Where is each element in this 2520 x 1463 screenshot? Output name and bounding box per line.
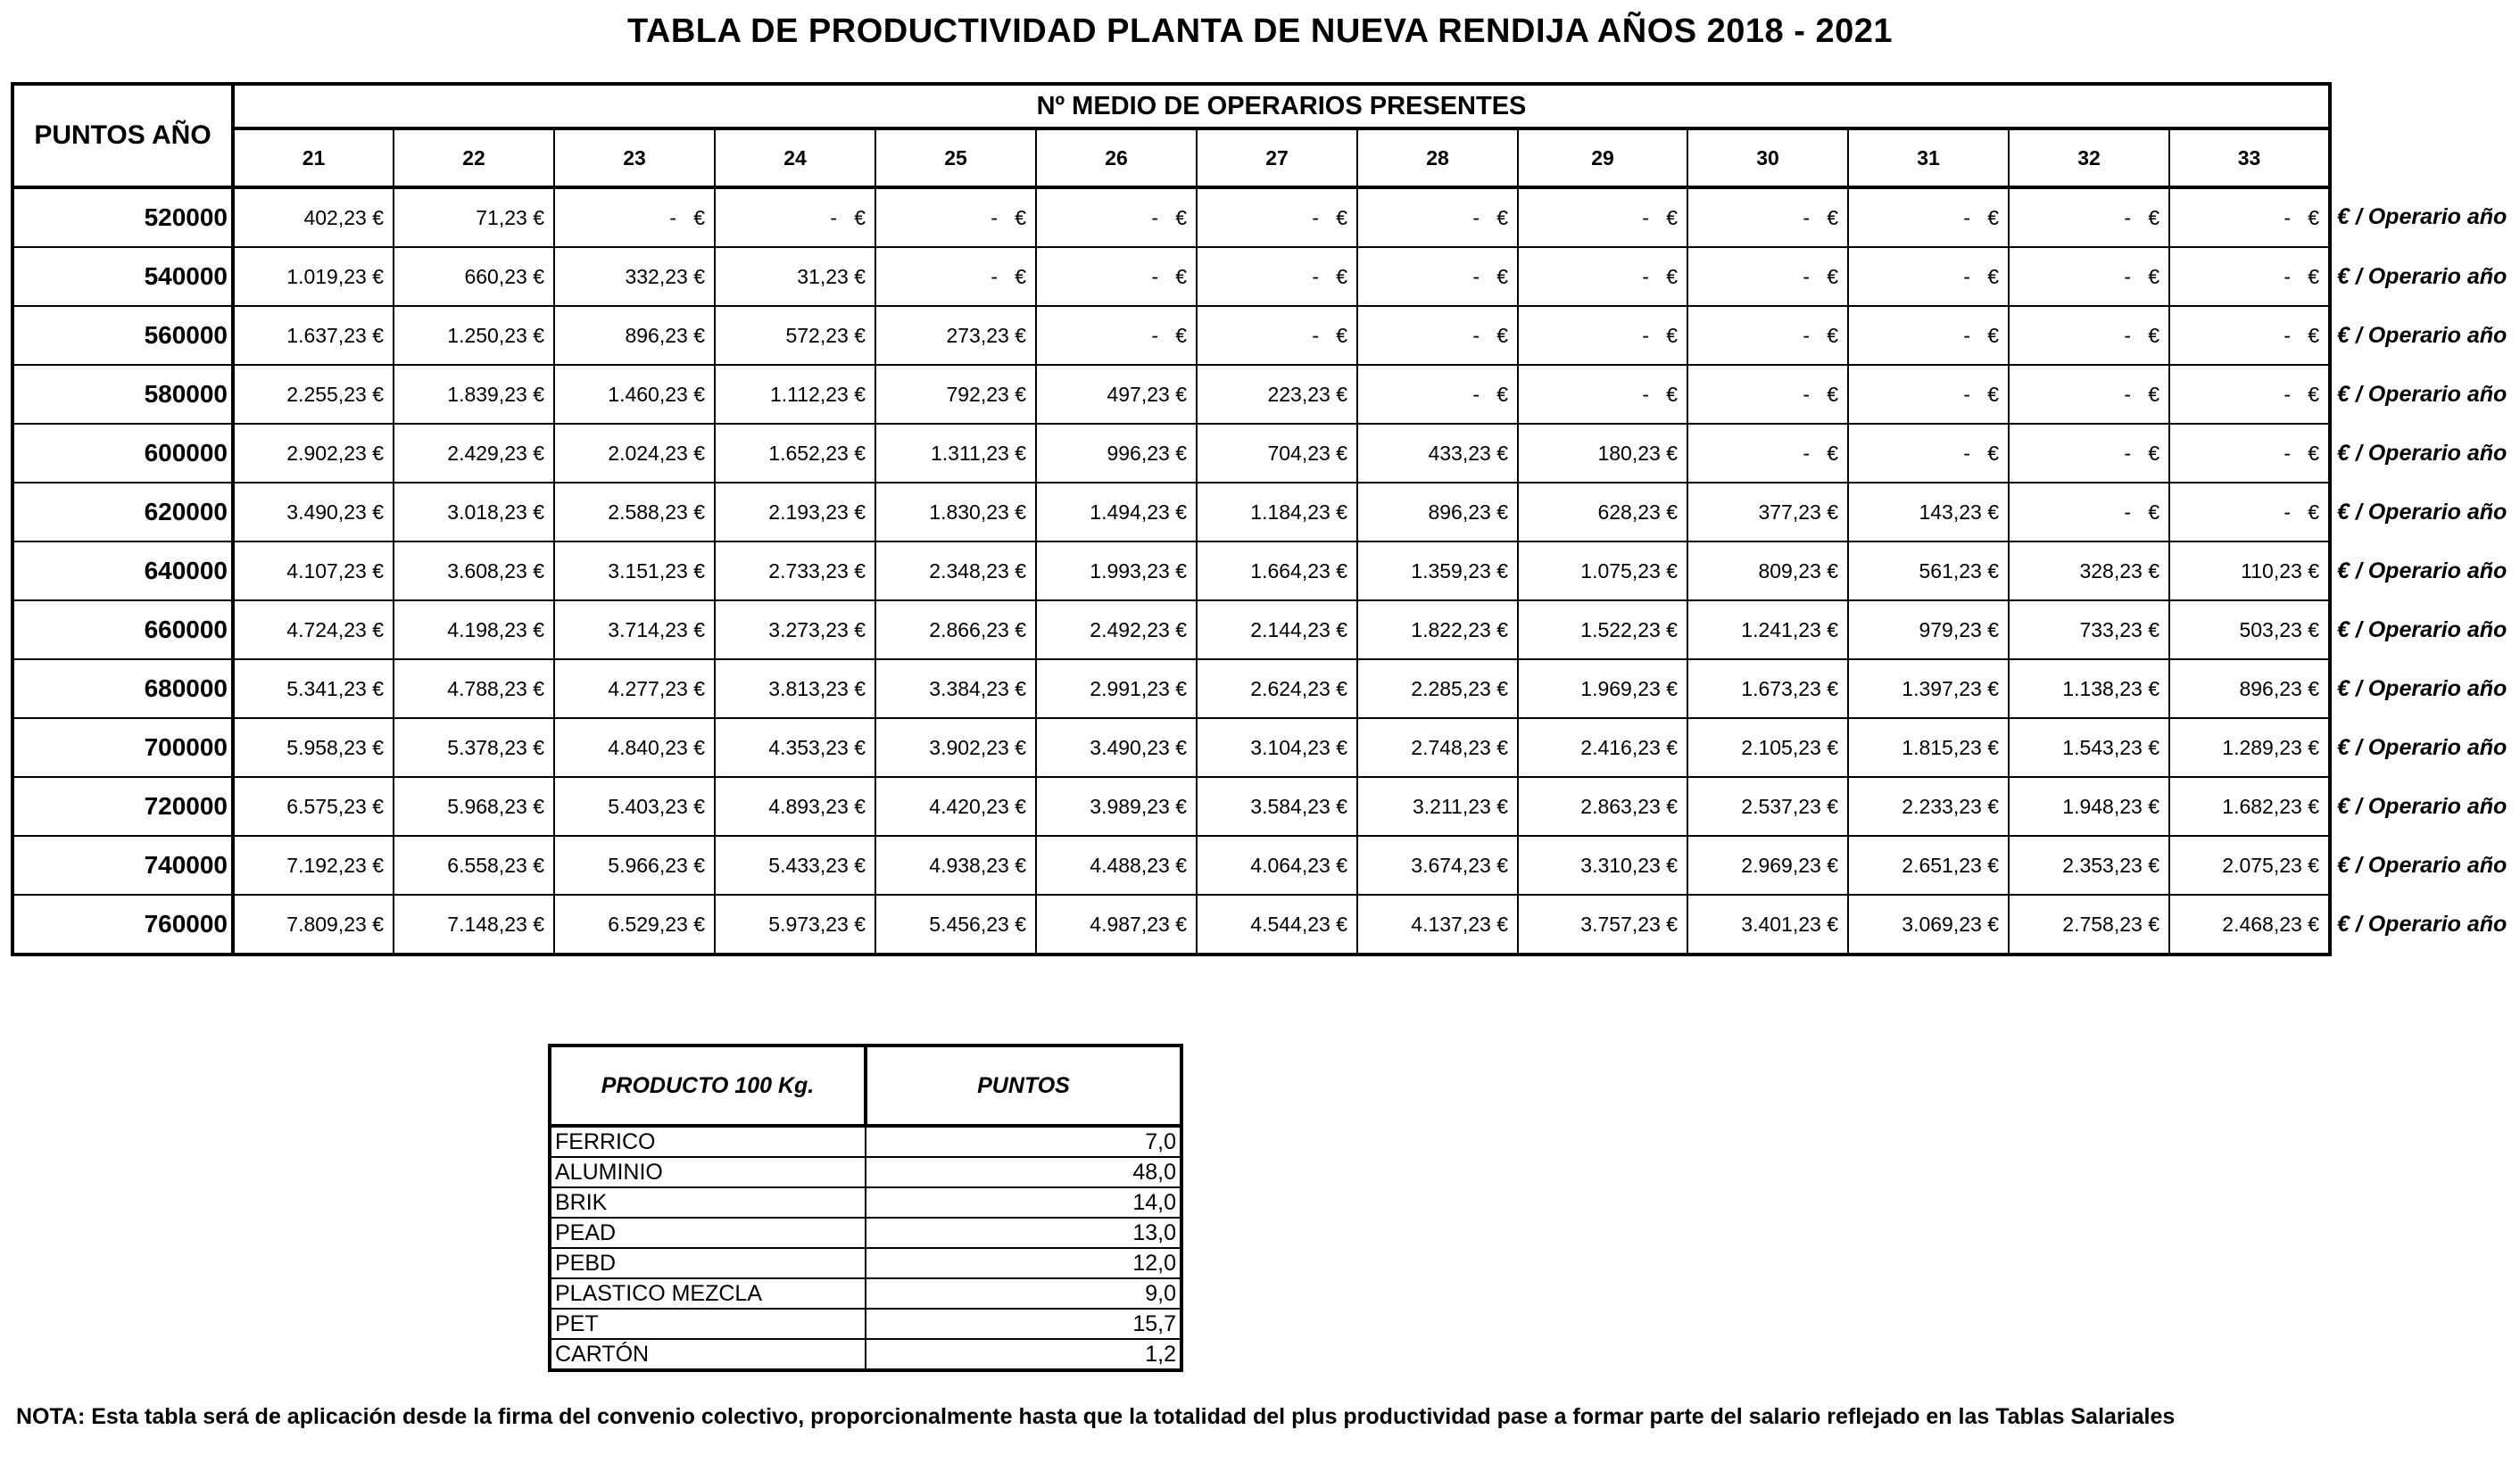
- productivity-table: [11, 82, 2519, 956]
- table-cell: 3.714,23 €: [554, 600, 715, 659]
- table-cell: - €: [2009, 247, 2169, 306]
- table-cell: 2.193,23 €: [715, 483, 875, 541]
- column-header: 33: [2169, 128, 2330, 187]
- table-cell: 3.584,23 €: [1197, 777, 1357, 836]
- group-header: Nº MEDIO DE OPERARIOS PRESENTES: [233, 84, 2330, 128]
- table-cell: - €: [1197, 187, 1357, 247]
- table-row: [12, 365, 2517, 424]
- table-cell: 4.840,23 €: [554, 718, 715, 777]
- table-cell: 996,23 €: [1036, 424, 1197, 483]
- table-cell: 5.958,23 €: [233, 718, 394, 777]
- table-cell: 1.019,23 €: [233, 247, 394, 306]
- table-cell: - €: [1518, 247, 1687, 306]
- table-cell: 2.144,23 €: [1197, 600, 1357, 659]
- column-header: 22: [394, 128, 554, 187]
- row-points: 680000: [12, 659, 233, 718]
- table-cell: 1.075,23 €: [1518, 541, 1687, 600]
- table-cell: 1.250,23 €: [394, 306, 554, 365]
- table-cell: 2.353,23 €: [2009, 836, 2169, 895]
- product-name: PET: [550, 1309, 866, 1339]
- table-cell: - €: [1518, 187, 1687, 247]
- table-cell: - €: [1036, 306, 1197, 365]
- table-cell: 792,23 €: [875, 365, 1036, 424]
- table-cell: 3.104,23 €: [1197, 718, 1357, 777]
- product-points: 1,2: [866, 1339, 1181, 1370]
- unit-label: € / Operario año: [2337, 322, 2508, 348]
- table-cell: 3.310,23 €: [1518, 836, 1687, 895]
- table-cell: 110,23 €: [2169, 541, 2330, 600]
- table-cell: 4.788,23 €: [394, 659, 554, 718]
- table-cell: - €: [875, 187, 1036, 247]
- table-cell: 332,23 €: [554, 247, 715, 306]
- table-cell: 5.378,23 €: [394, 718, 554, 777]
- table-cell: 1.664,23 €: [1197, 541, 1357, 600]
- row-points: 700000: [12, 718, 233, 777]
- unit-label: € / Operario año: [2337, 793, 2508, 819]
- footnote: NOTA: Esta tabla será de aplicación desde la firma del convenio colectivo, proporcionalmente hasta que la totalidad del plus productividad pase a formar parte del salario reflejado en las Tablas Salariales: [16, 1404, 2176, 1429]
- table-cell: 5.968,23 €: [394, 777, 554, 836]
- row-points: 580000: [12, 365, 233, 424]
- table-cell: 3.490,23 €: [1036, 718, 1197, 777]
- table-cell: 1.138,23 €: [2009, 659, 2169, 718]
- table-cell: 4.724,23 €: [233, 600, 394, 659]
- row-points: 640000: [12, 541, 233, 600]
- table-cell: 704,23 €: [1197, 424, 1357, 483]
- table-cell: 733,23 €: [2009, 600, 2169, 659]
- table-cell: - €: [1687, 247, 1848, 306]
- table-cell: 6.575,23 €: [233, 777, 394, 836]
- table-cell: 2.024,23 €: [554, 424, 715, 483]
- table-cell: 2.863,23 €: [1518, 777, 1687, 836]
- column-header-row: [12, 128, 2517, 187]
- product-name: PEAD: [550, 1218, 866, 1248]
- table-cell: 503,23 €: [2169, 600, 2330, 659]
- table-cell: 1.652,23 €: [715, 424, 875, 483]
- table-cell: 433,23 €: [1357, 424, 1518, 483]
- unit-label: € / Operario año: [2337, 204, 2508, 229]
- table-cell: - €: [1197, 247, 1357, 306]
- row-points: 740000: [12, 836, 233, 895]
- table-cell: - €: [1687, 365, 1848, 424]
- table-cell: 3.069,23 €: [1848, 895, 2009, 955]
- table-cell: 2.866,23 €: [875, 600, 1036, 659]
- table-cell: 3.273,23 €: [715, 600, 875, 659]
- product-points: 12,0: [866, 1248, 1181, 1278]
- table-cell: 3.674,23 €: [1357, 836, 1518, 895]
- table-cell: 3.151,23 €: [554, 541, 715, 600]
- table-cell: 3.902,23 €: [875, 718, 1036, 777]
- product-points: 9,0: [866, 1278, 1181, 1309]
- table-cell: 1.359,23 €: [1357, 541, 1518, 600]
- product-row: [550, 1157, 1181, 1187]
- table-row: [12, 424, 2517, 483]
- table-cell: 3.608,23 €: [394, 541, 554, 600]
- product-row: [550, 1218, 1181, 1248]
- table-cell: 377,23 €: [1687, 483, 1848, 541]
- table-cell: - €: [1848, 306, 2009, 365]
- table-row: [12, 659, 2517, 718]
- unit-label: € / Operario año: [2337, 616, 2508, 642]
- column-header: 28: [1357, 128, 1518, 187]
- product-row: [550, 1339, 1181, 1370]
- product-name: PEBD: [550, 1248, 866, 1278]
- column-header: 25: [875, 128, 1036, 187]
- table-cell: 6.558,23 €: [394, 836, 554, 895]
- table-cell: 4.987,23 €: [1036, 895, 1197, 955]
- table-cell: 1.815,23 €: [1848, 718, 2009, 777]
- table-cell: 1.830,23 €: [875, 483, 1036, 541]
- table-cell: 7.192,23 €: [233, 836, 394, 895]
- table-cell: 4.938,23 €: [875, 836, 1036, 895]
- table-cell: 2.969,23 €: [1687, 836, 1848, 895]
- table-cell: 1.311,23 €: [875, 424, 1036, 483]
- table-cell: - €: [1518, 306, 1687, 365]
- column-header: 27: [1197, 128, 1357, 187]
- table-cell: - €: [554, 187, 715, 247]
- table-cell: - €: [1687, 187, 1848, 247]
- table-cell: 180,23 €: [1518, 424, 1687, 483]
- page-title: TABLA DE PRODUCTIVIDAD PLANTA DE NUEVA RENDIJA AÑOS 2018 - 2021: [627, 12, 1893, 50]
- table-cell: 1.522,23 €: [1518, 600, 1687, 659]
- product-row: [550, 1126, 1181, 1157]
- table-row: [12, 600, 2517, 659]
- table-cell: 6.529,23 €: [554, 895, 715, 955]
- table-cell: 2.733,23 €: [715, 541, 875, 600]
- row-points: 720000: [12, 777, 233, 836]
- table-cell: - €: [715, 187, 875, 247]
- table-cell: 1.460,23 €: [554, 365, 715, 424]
- table-cell: 1.112,23 €: [715, 365, 875, 424]
- products-table: [548, 1044, 1183, 1372]
- table-cell: 1.673,23 €: [1687, 659, 1848, 718]
- table-cell: 5.433,23 €: [715, 836, 875, 895]
- table-cell: - €: [1848, 365, 2009, 424]
- table-row: [12, 187, 2517, 247]
- column-header: 32: [2009, 128, 2169, 187]
- table-cell: - €: [1848, 187, 2009, 247]
- table-cell: 5.456,23 €: [875, 895, 1036, 955]
- table-cell: 4.893,23 €: [715, 777, 875, 836]
- table-cell: - €: [2009, 306, 2169, 365]
- unit-label: € / Operario año: [2337, 263, 2508, 289]
- table-cell: 4.107,23 €: [233, 541, 394, 600]
- table-cell: 2.651,23 €: [1848, 836, 2009, 895]
- product-header: PRODUCTO 100 Kg.: [550, 1046, 866, 1126]
- table-cell: 2.748,23 €: [1357, 718, 1518, 777]
- table-cell: 628,23 €: [1518, 483, 1687, 541]
- table-cell: 2.468,23 €: [2169, 895, 2330, 955]
- table-cell: 328,23 €: [2009, 541, 2169, 600]
- product-row: [550, 1248, 1181, 1278]
- table-cell: 3.211,23 €: [1357, 777, 1518, 836]
- table-cell: 4.198,23 €: [394, 600, 554, 659]
- table-cell: 1.397,23 €: [1848, 659, 2009, 718]
- product-points: 13,0: [866, 1218, 1181, 1248]
- unit-label: € / Operario año: [2337, 499, 2508, 525]
- column-header: 23: [554, 128, 715, 187]
- table-cell: - €: [1036, 247, 1197, 306]
- table-cell: 5.966,23 €: [554, 836, 715, 895]
- table-cell: 3.401,23 €: [1687, 895, 1848, 955]
- table-cell: 497,23 €: [1036, 365, 1197, 424]
- unit-label: € / Operario año: [2337, 381, 2508, 407]
- table-cell: 2.285,23 €: [1357, 659, 1518, 718]
- table-cell: 7.809,23 €: [233, 895, 394, 955]
- table-cell: 2.416,23 €: [1518, 718, 1687, 777]
- row-points: 560000: [12, 306, 233, 365]
- unit-label: € / Operario año: [2337, 440, 2508, 466]
- column-header: 21: [233, 128, 394, 187]
- table-cell: 2.624,23 €: [1197, 659, 1357, 718]
- product-points: 14,0: [866, 1187, 1181, 1218]
- table-cell: - €: [1687, 306, 1848, 365]
- table-cell: 1.241,23 €: [1687, 600, 1848, 659]
- product-row: [550, 1187, 1181, 1218]
- table-cell: - €: [2169, 483, 2330, 541]
- row-points: 660000: [12, 600, 233, 659]
- table-cell: - €: [1357, 187, 1518, 247]
- unit-label: € / Operario año: [2337, 852, 2508, 878]
- table-cell: 3.490,23 €: [233, 483, 394, 541]
- table-cell: - €: [2169, 306, 2330, 365]
- product-row: [550, 1309, 1181, 1339]
- table-cell: 3.757,23 €: [1518, 895, 1687, 955]
- table-row: [12, 718, 2517, 777]
- table-cell: 1.948,23 €: [2009, 777, 2169, 836]
- table-cell: - €: [1036, 187, 1197, 247]
- table-row: [12, 777, 2517, 836]
- table-cell: - €: [1357, 247, 1518, 306]
- product-name: ALUMINIO: [550, 1157, 866, 1187]
- row-points: 520000: [12, 187, 233, 247]
- table-cell: - €: [2009, 424, 2169, 483]
- table-cell: - €: [875, 247, 1036, 306]
- table-cell: 4.064,23 €: [1197, 836, 1357, 895]
- product-points: 48,0: [866, 1157, 1181, 1187]
- table-cell: 1.289,23 €: [2169, 718, 2330, 777]
- table-row: [12, 247, 2517, 306]
- table-cell: 1.822,23 €: [1357, 600, 1518, 659]
- table-cell: 273,23 €: [875, 306, 1036, 365]
- table-cell: 1.969,23 €: [1518, 659, 1687, 718]
- table-cell: 1.184,23 €: [1197, 483, 1357, 541]
- table-row: [12, 306, 2517, 365]
- table-cell: 1.839,23 €: [394, 365, 554, 424]
- table-cell: 4.488,23 €: [1036, 836, 1197, 895]
- table-cell: 4.277,23 €: [554, 659, 715, 718]
- table-cell: 223,23 €: [1197, 365, 1357, 424]
- unit-label: € / Operario año: [2337, 675, 2508, 701]
- column-header: 24: [715, 128, 875, 187]
- table-cell: 2.492,23 €: [1036, 600, 1197, 659]
- table-cell: - €: [2169, 247, 2330, 306]
- table-cell: - €: [2169, 365, 2330, 424]
- column-header: 26: [1036, 128, 1197, 187]
- table-cell: 4.353,23 €: [715, 718, 875, 777]
- table-cell: 4.420,23 €: [875, 777, 1036, 836]
- table-cell: 5.403,23 €: [554, 777, 715, 836]
- table-cell: 660,23 €: [394, 247, 554, 306]
- table-cell: 1.682,23 €: [2169, 777, 2330, 836]
- unit-label: € / Operario año: [2337, 734, 2508, 760]
- table-cell: 143,23 €: [1848, 483, 2009, 541]
- table-cell: 2.255,23 €: [233, 365, 394, 424]
- table-cell: 4.137,23 €: [1357, 895, 1518, 955]
- unit-label: € / Operario año: [2337, 558, 2508, 583]
- table-cell: 31,23 €: [715, 247, 875, 306]
- points-header: PUNTOS: [866, 1046, 1181, 1126]
- row-points: 540000: [12, 247, 233, 306]
- product-name: FERRICO: [550, 1126, 866, 1157]
- table-cell: - €: [1848, 424, 2009, 483]
- table-cell: - €: [2169, 424, 2330, 483]
- column-header: 29: [1518, 128, 1687, 187]
- table-row: [12, 541, 2517, 600]
- unit-label: € / Operario año: [2337, 912, 2508, 937]
- table-cell: 896,23 €: [1357, 483, 1518, 541]
- table-cell: 71,23 €: [394, 187, 554, 247]
- table-cell: 2.348,23 €: [875, 541, 1036, 600]
- table-cell: 1.993,23 €: [1036, 541, 1197, 600]
- table-row: [12, 483, 2517, 541]
- table-cell: 1.543,23 €: [2009, 718, 2169, 777]
- table-cell: - €: [2009, 365, 2169, 424]
- product-points: 15,7: [866, 1309, 1181, 1339]
- table-cell: 3.384,23 €: [875, 659, 1036, 718]
- table-row: [12, 895, 2517, 955]
- table-cell: 2.902,23 €: [233, 424, 394, 483]
- table-cell: - €: [1357, 365, 1518, 424]
- table-row: [12, 836, 2517, 895]
- products-body: [550, 1126, 1181, 1370]
- table-cell: 2.429,23 €: [394, 424, 554, 483]
- table-cell: 1.494,23 €: [1036, 483, 1197, 541]
- table-cell: 809,23 €: [1687, 541, 1848, 600]
- row-points: 600000: [12, 424, 233, 483]
- table-cell: - €: [1848, 247, 2009, 306]
- row-points: 760000: [12, 895, 233, 955]
- table-cell: 1.637,23 €: [233, 306, 394, 365]
- table-cell: 2.105,23 €: [1687, 718, 1848, 777]
- table-cell: 3.813,23 €: [715, 659, 875, 718]
- table-cell: 2.758,23 €: [2009, 895, 2169, 955]
- table-cell: 561,23 €: [1848, 541, 2009, 600]
- product-points: 7,0: [866, 1126, 1181, 1157]
- table-cell: 5.973,23 €: [715, 895, 875, 955]
- table-cell: - €: [2009, 483, 2169, 541]
- table-body: [12, 187, 2517, 955]
- table-cell: 2.075,23 €: [2169, 836, 2330, 895]
- table-cell: 2.233,23 €: [1848, 777, 2009, 836]
- table-cell: 4.544,23 €: [1197, 895, 1357, 955]
- product-row: [550, 1278, 1181, 1309]
- table-cell: 3.018,23 €: [394, 483, 554, 541]
- product-name: PLASTICO MEZCLA: [550, 1278, 866, 1309]
- table-cell: 979,23 €: [1848, 600, 2009, 659]
- table-cell: - €: [1197, 306, 1357, 365]
- corner-header: PUNTOS AÑO: [12, 84, 233, 187]
- table-cell: 402,23 €: [233, 187, 394, 247]
- table-cell: - €: [2009, 187, 2169, 247]
- column-header: 31: [1848, 128, 2009, 187]
- table-cell: 2.991,23 €: [1036, 659, 1197, 718]
- table-cell: 7.148,23 €: [394, 895, 554, 955]
- column-header: 30: [1687, 128, 1848, 187]
- table-cell: 2.537,23 €: [1687, 777, 1848, 836]
- product-name: BRIK: [550, 1187, 866, 1218]
- table-cell: 2.588,23 €: [554, 483, 715, 541]
- row-points: 620000: [12, 483, 233, 541]
- table-cell: 896,23 €: [554, 306, 715, 365]
- table-cell: - €: [1687, 424, 1848, 483]
- table-cell: 3.989,23 €: [1036, 777, 1197, 836]
- product-name: CARTÓN: [550, 1339, 866, 1370]
- table-cell: - €: [1357, 306, 1518, 365]
- table-cell: - €: [2169, 187, 2330, 247]
- table-cell: 896,23 €: [2169, 659, 2330, 718]
- table-cell: - €: [1518, 365, 1687, 424]
- table-cell: 572,23 €: [715, 306, 875, 365]
- table-cell: 5.341,23 €: [233, 659, 394, 718]
